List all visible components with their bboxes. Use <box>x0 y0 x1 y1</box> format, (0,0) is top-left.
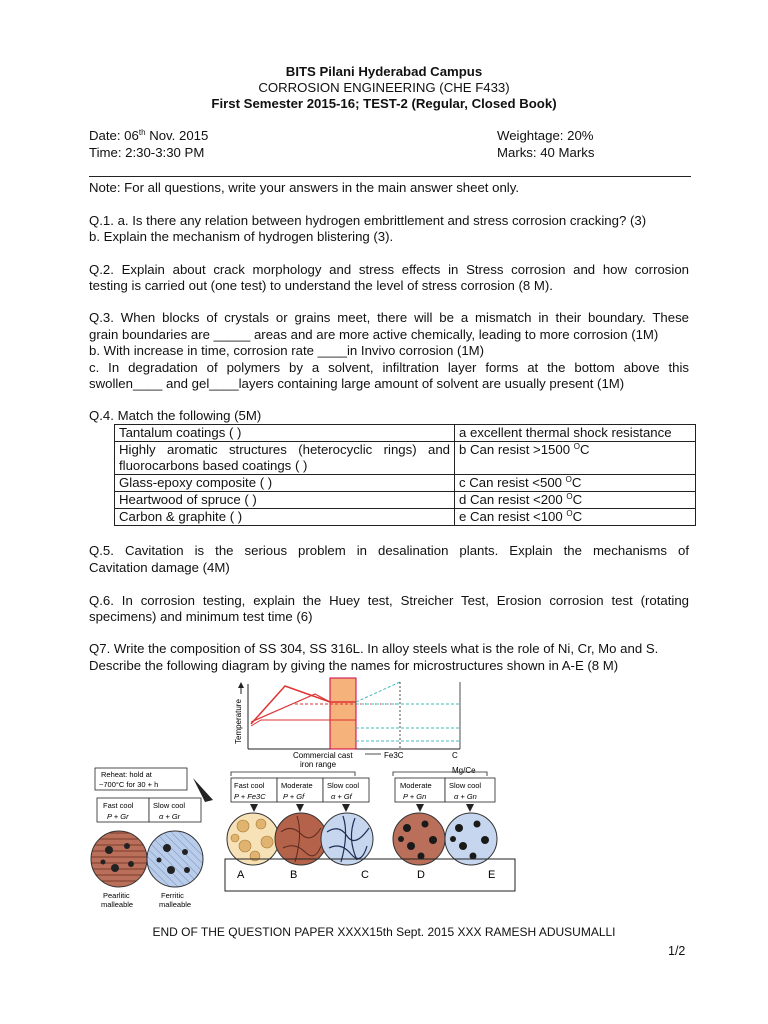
box-title: Fast cool <box>234 781 265 790</box>
match-table <box>114 424 696 526</box>
reheat-label: ~700°C for 30 + h <box>99 780 159 789</box>
phase-diagram <box>234 678 476 775</box>
box-phase: P + Gr <box>107 812 129 821</box>
table-row <box>115 509 696 526</box>
q4-title: Q.4. Match the following (5M) <box>89 408 262 423</box>
weightage: Weightage: 20% <box>497 128 594 143</box>
q6-line2: specimens) and minimum test time (6) <box>89 609 313 624</box>
cast-iron-range-label: Commercial cast <box>293 751 353 760</box>
micrographs-a-e <box>227 813 497 865</box>
micrograph-c <box>321 813 373 865</box>
match-right: b Can resist >1500 $^O$C <box>455 442 696 475</box>
reheat-label: Reheat: hold at <box>101 770 152 779</box>
box-phase: α + Gr <box>159 812 181 821</box>
micrograph-label: Pearlitic <box>103 891 130 900</box>
match-left: Glass-epoxy composite ( ) <box>115 475 455 492</box>
marks: Marks: 40 Marks <box>497 145 595 160</box>
note: Note: For all questions, write your answers in the main answer sheet only. <box>89 180 520 195</box>
box-title: Slow cool <box>449 781 482 790</box>
letter-a: A <box>237 869 245 881</box>
match-right: c Can resist <500 $^O$C <box>455 475 696 492</box>
q6-line1: Q.6. In corrosion testing, explain the Huey test, Streicher Test, Erosion corrosion test (rotating <box>89 593 689 608</box>
letter-d: D <box>417 869 425 881</box>
box-title: Fast cool <box>103 801 134 810</box>
box-title: Slow cool <box>327 781 360 790</box>
page-number: 1/2 <box>668 944 686 958</box>
match-left: Tantalum coatings ( ) <box>115 425 455 442</box>
box-title: Moderate <box>281 781 313 790</box>
match-left: Carbon & graphite ( ) <box>115 509 455 526</box>
course-title: CORROSION ENGINEERING (CHE F433) <box>258 80 510 95</box>
box-title: Moderate <box>400 781 432 790</box>
end-of-paper: END OF THE QUESTION PAPER XXXX15th Sept. 2015 XXX RAMESH ADUSUMALLI <box>152 925 616 939</box>
box-phase: P + Gf <box>283 792 305 801</box>
q3-line4: c. In degradation of polymers by a solvent, infiltration layer forms at the bottom above this <box>89 360 689 375</box>
cast-iron-microstructure-diagram <box>85 674 625 914</box>
letter-c: C <box>361 869 369 881</box>
table-row <box>115 492 696 509</box>
q1-a: Q.1. a. Is there any relation between hydrogen embrittlement and stress corrosion cracking? (3) <box>89 213 647 228</box>
micrograph-b <box>275 813 327 865</box>
institution-title: BITS Pilani Hyderabad Campus <box>285 64 483 79</box>
right-branch <box>393 772 495 812</box>
q3-line1: Q.3. When blocks of crystals or grains meet, there will be a mismatch in their boundary. These <box>89 310 689 325</box>
q7-line2: Describe the following diagram by giving the names for microstructures shown in A-E (8 M) <box>89 658 619 673</box>
letter-e: E <box>488 869 496 881</box>
divider <box>89 176 691 177</box>
q5-line2: Cavitation damage (4M) <box>89 560 230 575</box>
exam-date: Date: 06th Nov. 2015 <box>89 128 209 143</box>
cast-iron-range-label: iron range <box>300 760 337 769</box>
exam-title: First Semester 2015-16; TEST-2 (Regular, Closed Book) <box>211 96 557 111</box>
box-title: Slow cool <box>153 801 186 810</box>
match-left: Heartwood of spruce ( ) <box>115 492 455 509</box>
pearlitic-malleable-micrograph <box>91 831 147 887</box>
micrograph-label: malleable <box>159 900 192 909</box>
micrograph-label: malleable <box>101 900 134 909</box>
micrograph-label: Ferritic <box>161 891 184 900</box>
exam-time: Time: 2:30-3:30 PM <box>89 145 205 160</box>
q2-line2: testing is carried out (one test) to understand the level of stress corrosion (8 M). <box>89 278 553 293</box>
box-phase: P + Gn <box>403 792 427 801</box>
q3-line2: grain boundaries are _____ areas and are more active chemically, leading to more corrosion (1M) <box>89 327 659 342</box>
match-right: d Can resist <200 $^O$C <box>455 492 696 509</box>
box-phase: P + Fe3C <box>234 792 266 801</box>
reheat-branch <box>91 768 213 909</box>
fe3c-label: Fe3C <box>384 751 404 760</box>
table-row <box>115 425 696 442</box>
match-right: a excellent thermal shock resistance <box>455 425 696 442</box>
middle-branch <box>231 772 369 812</box>
mgce-label: Mg/Ce <box>452 766 476 775</box>
q1-b: b. Explain the mechanism of hydrogen blistering (3). <box>89 229 394 244</box>
table-row <box>115 475 696 492</box>
match-right: e Can resist <100 $^O$C <box>455 509 696 526</box>
q3-line5: swollen____ and gel____layers containing large amount of solvent are usually present (1M) <box>89 376 625 391</box>
table-row <box>115 442 696 475</box>
q3-line3: b. With increase in time, corrosion rate ____in Invivo corrosion (1M) <box>89 343 485 358</box>
ferritic-malleable-micrograph <box>147 831 203 887</box>
match-left: Highly aromatic structures (heterocyclic rings) and fluorocarbons based coatings ( ) <box>115 442 455 475</box>
q5-line1: Q.5. Cavitation is the serious problem in desalination plants. Explain the mechanisms of <box>89 543 689 558</box>
carbon-label: C <box>452 751 458 760</box>
q2-line1: Q.2. Explain about crack morphology and stress effects in Stress corrosion and how corrosion <box>89 262 689 277</box>
y-axis-label: Temperature <box>234 699 243 744</box>
q7-line1: Q7. Write the composition of SS 304, SS 316L. In alloy steels what is the role of Ni, Cr, Mo and S. <box>89 641 659 656</box>
letter-b: B <box>290 869 298 881</box>
box-phase: α + Gn <box>454 792 477 801</box>
box-phase: α + Gf <box>331 792 352 801</box>
